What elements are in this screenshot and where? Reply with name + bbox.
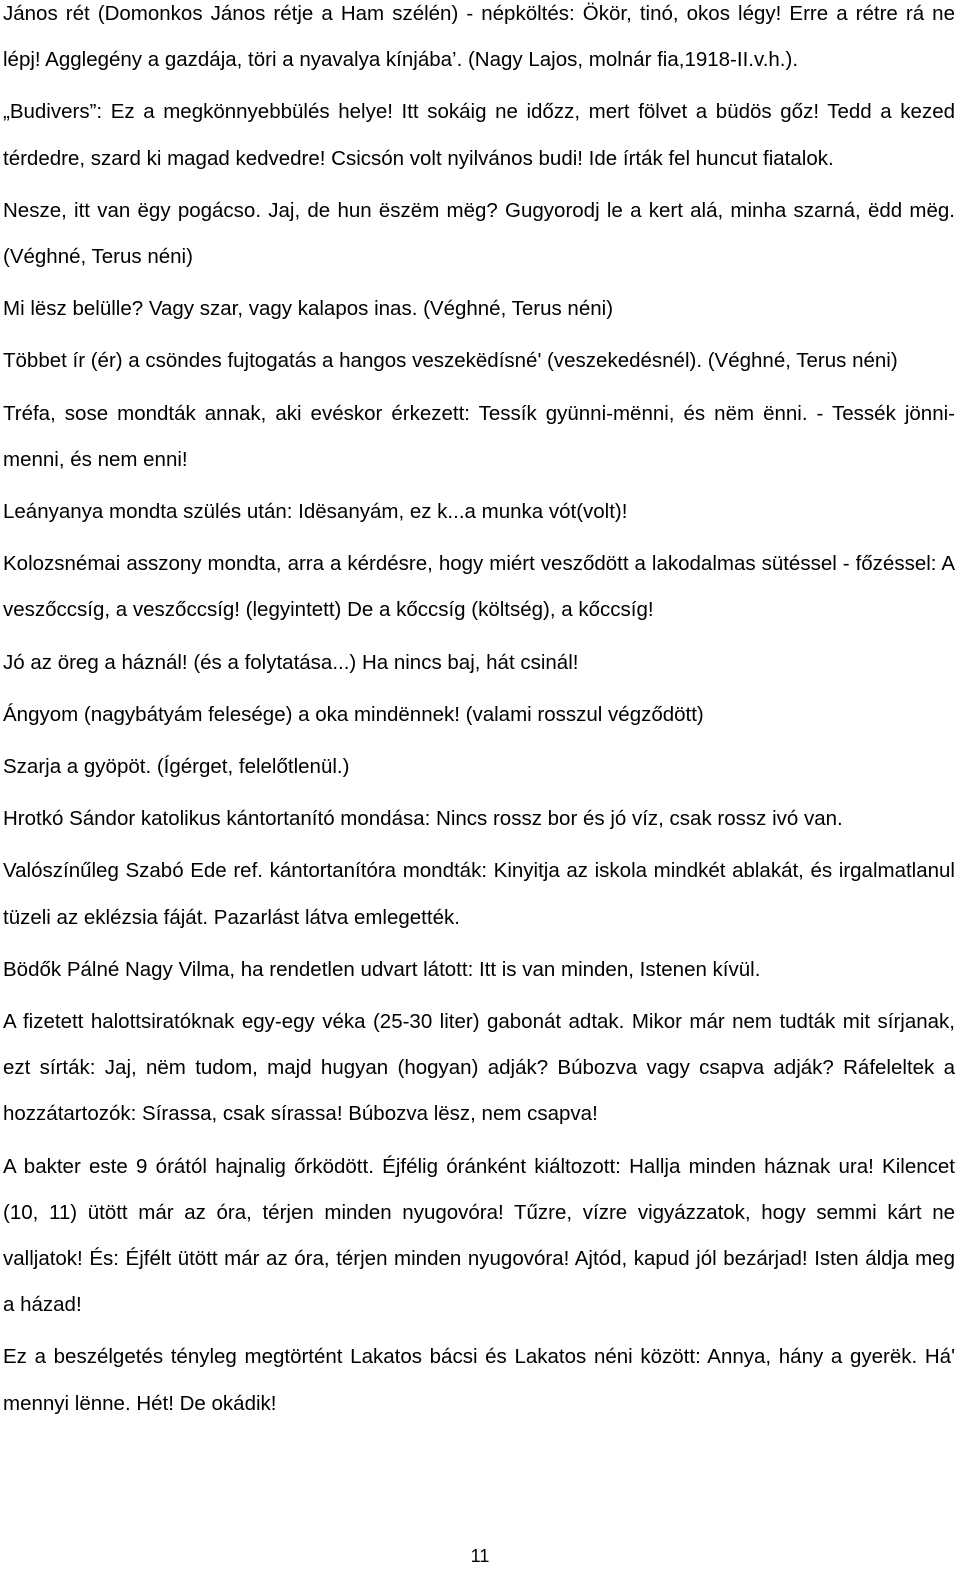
paragraph-oreg-a-haznal: Jó az öreg a háznál! (és a folytatása...) Ha nincs baj, hát csinál! [3, 650, 579, 674]
paragraph-trefa: Tréfa, sose mondták annak, aki evéskor érkezett: Tessík gyünni-mënni, és nëm ënni. - Tessék jönni-menni, és nem enni! [3, 401, 955, 471]
paragraph-bodok: Bödők Pálné Nagy Vilma, ha rendetlen udvart látott: Itt is van minden, Istenen kívül. [3, 957, 761, 981]
paragraph-tobbet-ir: Többet ír (ér) a csöndes fujtogatás a hangos veszekëdísné' (veszekedésnél). (Véghné, Terus néni) [3, 349, 898, 373]
paragraph-bakter: A bakter este 9 órától hajnalig őrködött. Éjfélig óránként kiáltozott: Hallja minden háznak ura! Kilencet (10, 11) ütött már az óra, térjen minden nyugovóra! Tűzre, vízre vigyázzatok, hogy semmi kárt ne valljatok! És: Éjfélt ütött már az óra, térjen minden nyugovóra! Ajtód, kapud jól bezárjad! Isten áldja meg a házad! [3, 1154, 955, 1317]
paragraph-mi-lesz-belulle: Mi lësz belülle? Vagy szar, vagy kalapos inas. (Véghné, Terus néni) [3, 297, 614, 321]
paragraph-janos-ret: János rét (Domonkos János rétje a Ham szélén) - népköltés: Ökör, tinó, okos légy! Erre a rétre rá ne lépj! Agglegény a gazdája, töri a nyavalya kínjába’. (Nagy Lajos, molnár fia,1918-II.v.h.). [3, 2, 955, 72]
paragraph-budivers: „Budivers”: Ez a megkönnyebbülés helye! Itt sokáig ne időzz, mert fölvet a büdös gőz! Tedd a kezed térdedre, szard ki magad kedvedre! Csicsón volt nyilvános budi! Ide írták fel huncut fiatalok. [3, 100, 955, 170]
document-page [3, 0, 955, 1433]
paragraph-szarja-a-gyopot: Szarja a gyöpöt. (Ígérget, felelőtlenül.) [3, 755, 350, 779]
paragraph-pogacso: Nesze, itt van ëgy pogácso. Jaj, de hun ëszëm mëg? Gugyorodj le a kert alá, minha szarná, ëdd mëg. (Véghné, Terus néni) [3, 198, 955, 269]
paragraph-szabo-ede: Valószínűleg Szabó Ede ref. kántortanítóra mondták: Kinyitja az iskola mindkét ablakát, és irgalmatlanul tüzeli az eklézsia fáját. Pazarlást látva emlegették. [3, 859, 955, 929]
paragraph-lakatos: Ez a beszélgetés tényleg megtörtént Lakatos bácsi és Lakatos néni között: Annya, hány a gyerëk. Há' mennyi lënne. Hét! De okádik! [3, 1345, 955, 1415]
paragraph-hrotko: Hrotkó Sándor katolikus kántortanító mondása: Nincs rossz bor és jó víz, csak rossz ivó van. [3, 807, 843, 831]
page-number: 11 [470, 1546, 490, 1566]
paragraph-kolozsnemai: Kolozsnémai asszony mondta, arra a kérdésre, hogy miért vesződött a lakodalmas sütéssel - főzéssel: A veszőccsíg, a veszőccsíg! (legyintett) De a kőccsíg (költség), a kőccsíg! [3, 552, 955, 622]
paragraph-leanyanya: Leányanya mondta szülés után: Idësanyám, ez k...a munka vót(volt)! [3, 500, 628, 524]
paragraph-halottsiratok: A fizetett halottsiratóknak egy-egy véka (25-30 liter) gabonát adtak. Mikor már nem tudták mit sírjanak, ezt sírták: Jaj, nëm tudom, majd hugyan (hogyan) adják? Búbozva vagy csapva adják? Ráfeleltek a hozzátartozók: Sírassa, csak sírassa! Búbozva lësz, nem csapva! [3, 1010, 955, 1126]
paragraph-angyom: Ángyom (nagybátyám felesége) a oka mindënnek! (valami rosszul végződött) [3, 702, 704, 726]
